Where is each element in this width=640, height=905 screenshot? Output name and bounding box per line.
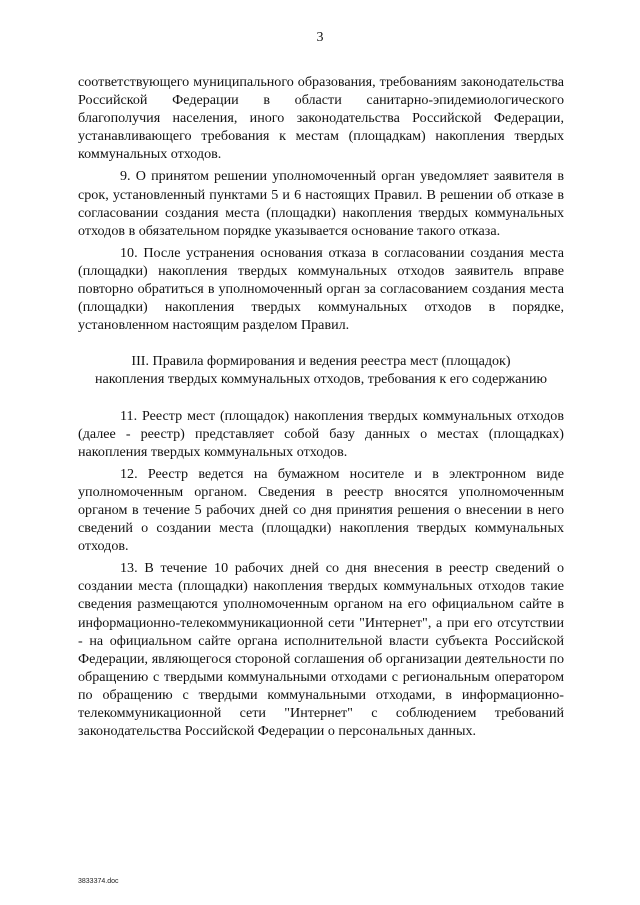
paragraph-12: 12. Реестр ведется на бумажном носителе и в электронном виде уполномоченным органом. Сведения в реестр вносятся уполномоченным органом в течение 5 рабочих дней со дня принятия решения о внесении в него сведений о создании места (площадки) накопления твердых коммунальных отходов. bbox=[78, 465, 564, 555]
section-heading bbox=[78, 352, 564, 388]
section-heading-line2: накопления твердых коммунальных отходов, требования к его содержанию bbox=[94, 371, 548, 388]
document-body bbox=[78, 73, 564, 740]
paragraph-continuation: соответствующего муниципального образования, требованиям законодательства Российской Федерации в области санитарно-эпидемиологического благополучия населения, иного законодательства Российской Федерации, устанавливающего требования к местам (площадкам) накопления твердых коммунальных отходов. bbox=[78, 74, 564, 163]
paragraph-11: 11. Реестр мест (площадок) накопления твердых коммунальных отходов (далее - реестр) представляет собой базу данных о местах (площадках) накопления твердых коммунальных отходов. bbox=[78, 407, 564, 460]
section-heading-line1: III. Правила формирования и ведения реестра мест (площадок) bbox=[131, 353, 511, 370]
paragraph-9: 9. О принятом решении уполномоченный орган уведомляет заявителя в срок, установленный пунктами 5 и 6 настоящих Правил. В решении об отказе в согласовании создания места (площадки) накопления твердых коммунальных отходов в обязательном порядке указывается основание такого отказа. bbox=[78, 168, 564, 239]
paragraph-10: 10. После устранения основания отказа в согласовании создания места (площадки) накопления твердых коммунальных отходов заявитель вправе повторно обратиться в уполномоченный орган за согласованием создания места (площадки) накопления твердых коммунальных отходов в порядке, установленном настоящим разделом Правил. bbox=[78, 244, 564, 334]
page-number: 3 bbox=[316, 30, 324, 45]
paragraph-13: 13. В течение 10 рабочих дней со дня внесения в реестр сведений о создании места (площадки) накопления твердых коммунальных отходов такие сведения размещаются уполномоченным органом на его официальном сайте в информационно-телекоммуникационной сети "Интернет", а при его отсутствии - на официальном сайте органа исполнительной власти субъекта Российской Федерации, являющегося стороной соглашения об организации деятельности по обращению с твердыми коммунальными отходами с региональным оператором по обращению с твердыми коммунальными отходами, в информационно-телекоммуникационной сети "Интернет" с соблюдением требований законодательства Российской Федерации о персональных данных. bbox=[78, 560, 564, 740]
footer-document-code: 3833374.doc bbox=[78, 878, 119, 885]
